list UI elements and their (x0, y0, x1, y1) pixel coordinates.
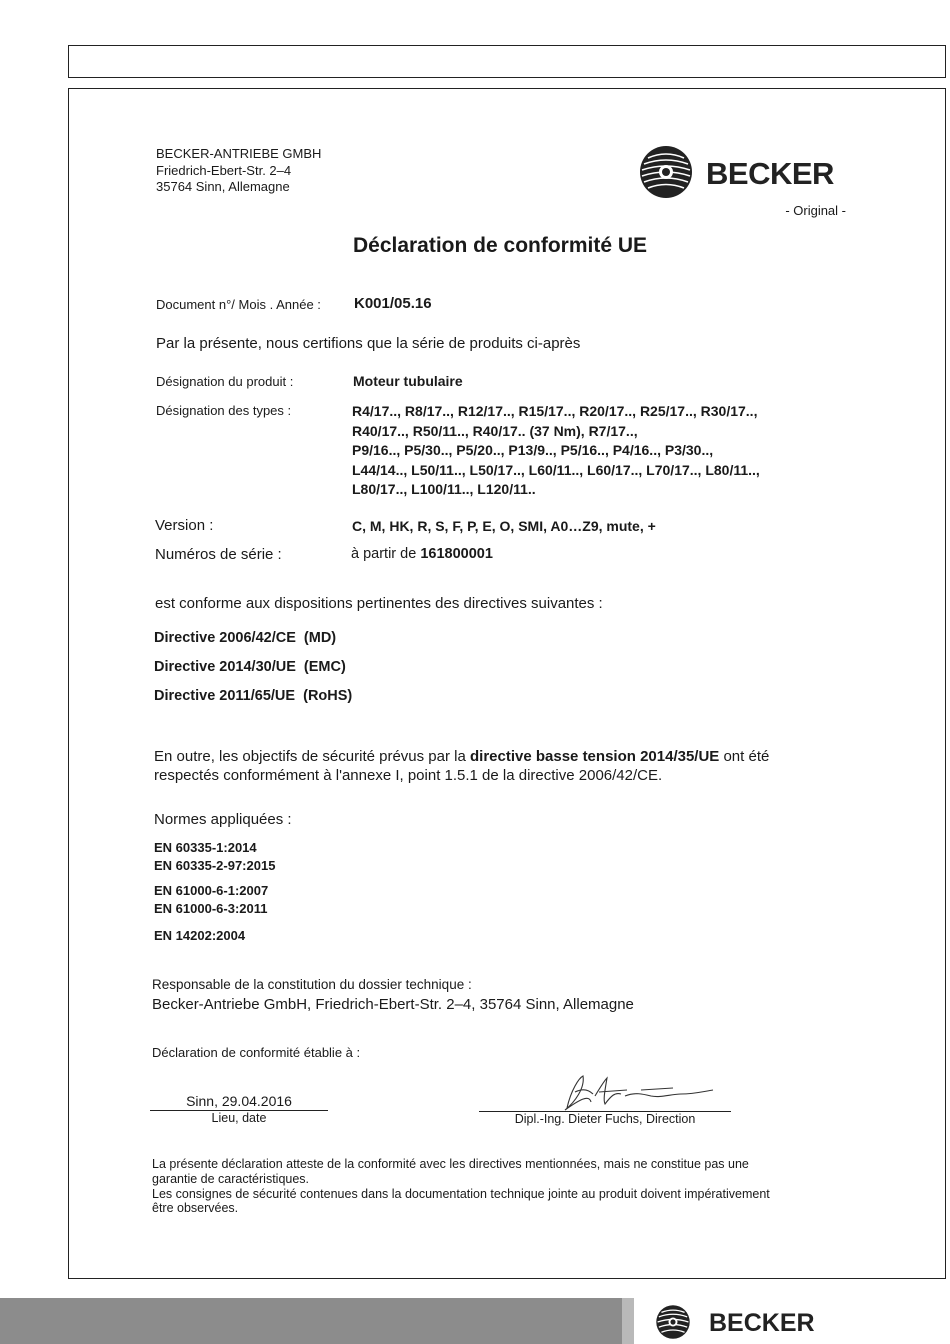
directive-abbr: (EMC) (303, 659, 346, 675)
original-label: - Original - (785, 203, 846, 218)
place-date-value: Sinn, 29.04.2016 (186, 1093, 292, 1109)
low-voltage-paragraph (154, 747, 769, 785)
becker-logo (638, 144, 848, 200)
types-label: Désignation des types : (156, 403, 292, 418)
signatory-name: Dipl.-Ing. Dieter Fuchs, Direction (514, 1112, 696, 1126)
becker-spiral-logo-icon (655, 1304, 691, 1340)
document-title: Déclaration de conformité UE (352, 234, 648, 257)
serial-label: Numéros de série : (155, 546, 282, 563)
place-date-caption: Lieu, date (211, 1111, 267, 1125)
footer-bar-accent (622, 1298, 634, 1344)
types-line: L44/14.., L50/11.., L50/17.., L60/11.., L60/17.., L70/17.., L80/11.., (352, 461, 760, 478)
types-line: R4/17.., R8/17.., R12/17.., R15/17.., R20/17.., R25/17.., R30/17.., (352, 403, 758, 419)
standard-item: EN 60335-1:2014 (154, 840, 257, 855)
company-name: BECKER-ANTRIEBE GMBH (156, 146, 322, 161)
intro-text: Par la présente, nous certifions que la série de produits ci-après (156, 335, 581, 352)
footer-bar (0, 1298, 622, 1344)
directive-md (154, 630, 336, 646)
serial-prefix: à partir de (351, 546, 417, 562)
version-label: Version : (155, 517, 214, 534)
low-voltage-directive: directive basse tension 2014/35/UE (470, 748, 720, 765)
disclaimer-line: La présente déclaration atteste de la conformité avec les directives mentionnées, mais ne constitue pas une (152, 1157, 749, 1171)
low-voltage-text-end: ont été (719, 748, 770, 765)
serial-line (351, 546, 493, 562)
company-address (156, 146, 321, 196)
low-voltage-line-1 (154, 747, 769, 766)
conform-text: est conforme aux dispositions pertinentes des directives suivantes : (155, 595, 603, 612)
handwritten-signature (545, 1070, 735, 1115)
standard-item: EN 61000-6-3:2011 (154, 901, 268, 916)
disclaimer-line: être observées. (152, 1201, 239, 1216)
directive-name: Directive 2006/42/CE (154, 630, 296, 646)
disclaimer-line: Les consignes de sécurité contenues dans la documentation technique jointe au produit doivent impérativement (152, 1186, 770, 1201)
types-line: R40/17.., R50/11.., R40/17.. (37 Nm), R7/17.., (352, 422, 638, 439)
footer-logo (655, 1303, 835, 1341)
low-voltage-text: En outre, les objectifs de sécurité prévus par la (154, 748, 470, 765)
directive-name: Directive 2011/65/UE (154, 688, 296, 704)
low-voltage-line-2: respectés conformément à l'annexe I, point 1.5.1 de la directive 2006/42/CE. (154, 767, 663, 784)
document-number-value: K001/05.16 (354, 295, 432, 312)
becker-spiral-logo-icon (638, 144, 694, 200)
header-frame (68, 45, 946, 78)
types-line: L80/17.., L100/11.., L120/11.. (352, 481, 536, 497)
established-label: Déclaration de conformité établie à : (152, 1045, 361, 1060)
directive-rohs (154, 688, 352, 704)
serial-value: 161800001 (420, 546, 493, 562)
directive-abbr: (MD) (303, 630, 337, 646)
standards-label: Normes appliquées : (154, 811, 292, 828)
standard-item: EN 60335-2-97:2015 (154, 858, 276, 873)
company-city: 35764 Sinn, Allemagne (156, 179, 290, 194)
types-line: P9/16.., P5/30.., P5/20.., P13/9.., P5/16.., P4/16.., P3/30.., (352, 442, 714, 458)
footer-logo-wordmark: BECKER (709, 1309, 815, 1337)
disclaimer-line: garantie de caractéristiques. (152, 1171, 310, 1186)
responsible-label: Responsable de la constitution du dossier technique : (152, 977, 472, 992)
version-value: C, M, HK, R, S, F, P, E, O, SMI, A0…Z9, mute, + (352, 518, 656, 534)
logo-wordmark: BECKER (706, 156, 834, 191)
standard-item: EN 14202:2004 (154, 928, 246, 943)
document-number-label: Document n°/ Mois . Année : (156, 297, 321, 312)
directive-abbr: (RoHS) (303, 688, 353, 704)
types-list (352, 402, 760, 500)
standard-item: EN 61000-6-1:2007 (154, 883, 269, 898)
directive-name: Directive 2014/30/UE (154, 659, 296, 675)
product-label: Désignation du produit : (156, 374, 294, 389)
disclaimer (152, 1157, 770, 1216)
directive-emc (154, 659, 346, 675)
product-value: Moteur tubulaire (353, 373, 463, 389)
responsible-value: Becker-Antriebe GmbH, Friedrich-Ebert-Str. 2–4, 35764 Sinn, Allemagne (152, 996, 634, 1013)
company-street: Friedrich-Ebert-Str. 2–4 (156, 162, 292, 178)
